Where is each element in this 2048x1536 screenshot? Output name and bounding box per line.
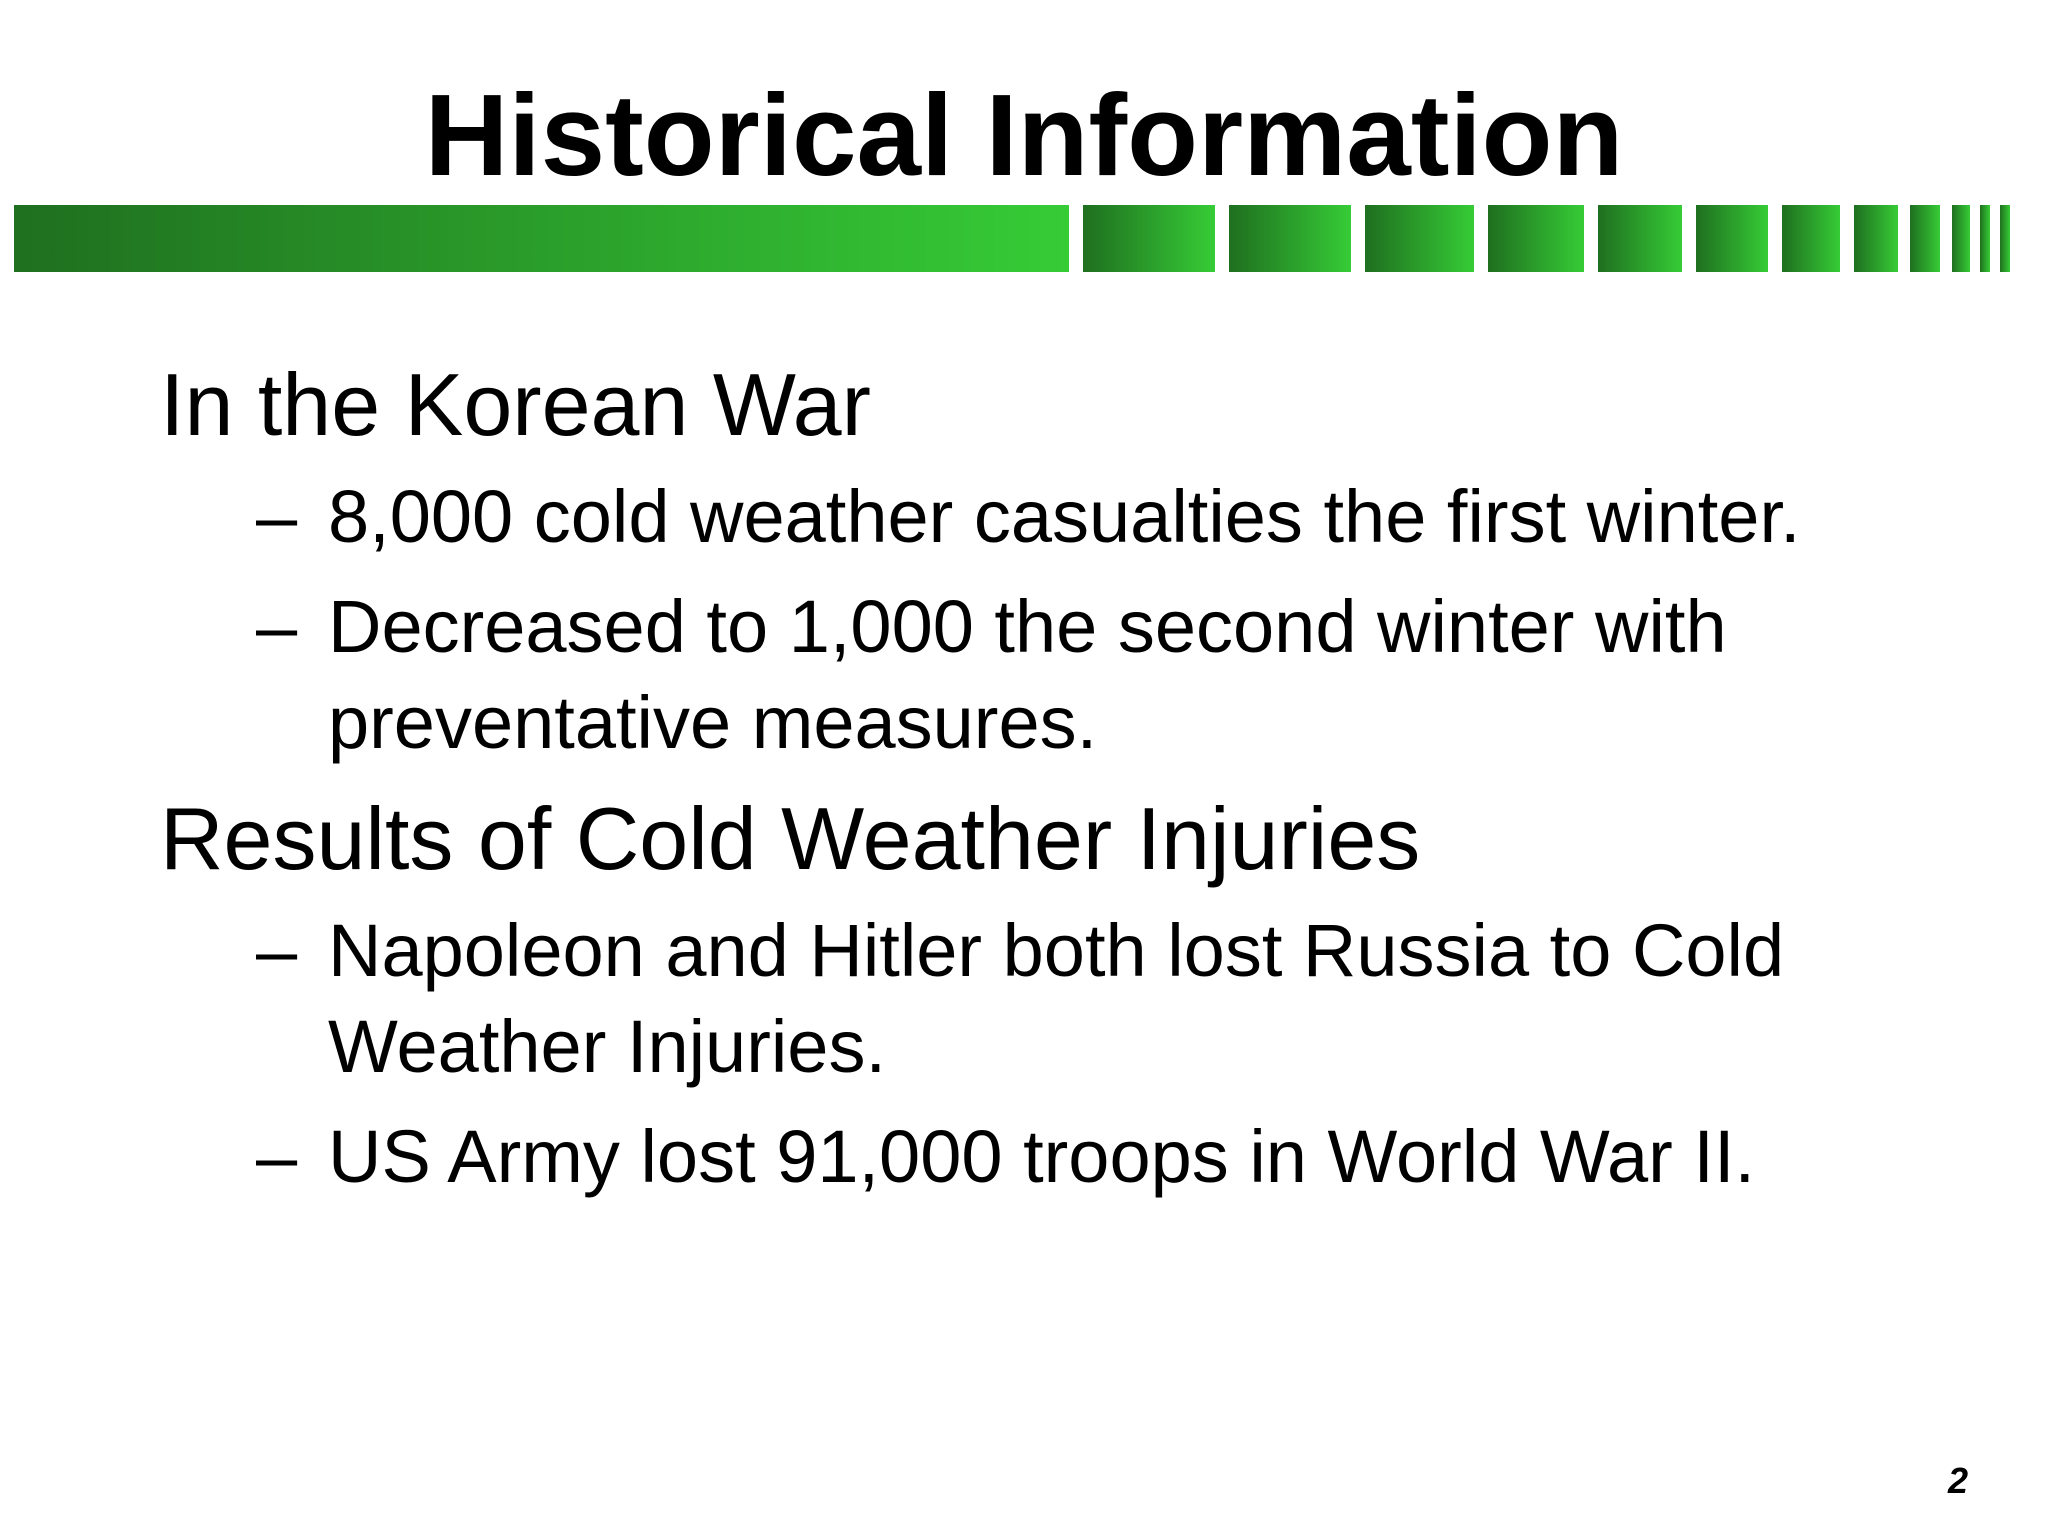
bar-segment [1980, 205, 1990, 272]
bar-segment [1229, 205, 1351, 272]
bar-segment [1598, 205, 1682, 272]
bar-segment [1910, 205, 1940, 272]
bar-segment [1782, 205, 1840, 272]
bar-segment [1696, 205, 1768, 272]
bar-long-segment [14, 205, 1069, 272]
bar-segment [1854, 205, 1898, 272]
bar-segment [1952, 205, 1970, 272]
page-number: 2 [1947, 1460, 1968, 1501]
dash-glyph: – [256, 1115, 298, 1198]
slide-body [160, 355, 1980, 1205]
dash-glyph: – [256, 475, 298, 558]
bullet-item [160, 469, 1980, 565]
section-heading: Results of Cold Weather Injuries [160, 789, 1421, 888]
bullet-text: 8,000 cold weather casualties the first winter. [328, 475, 1801, 558]
bar-segment [1083, 205, 1215, 272]
dash-glyph: – [256, 909, 298, 992]
section-heading: In the Korean War [160, 355, 871, 454]
bullet-text: Napoleon and Hitler both lost Russia to Cold Weather Injuries. [328, 909, 1785, 1088]
bullet-item [160, 903, 1980, 1095]
bullet-item [160, 579, 1980, 771]
bar-segment [1365, 205, 1474, 272]
bar-segment [1488, 205, 1584, 272]
dash-glyph: – [256, 585, 298, 668]
bar-segment [2000, 205, 2010, 272]
bullet-text: US Army lost 91,000 troops in World War II. [328, 1115, 1756, 1198]
slide-title: Historical Information [424, 70, 1624, 200]
bullet-text: Decreased to 1,000 the second winter with preventative measures. [328, 585, 1727, 764]
bullet-item [160, 1109, 1980, 1205]
